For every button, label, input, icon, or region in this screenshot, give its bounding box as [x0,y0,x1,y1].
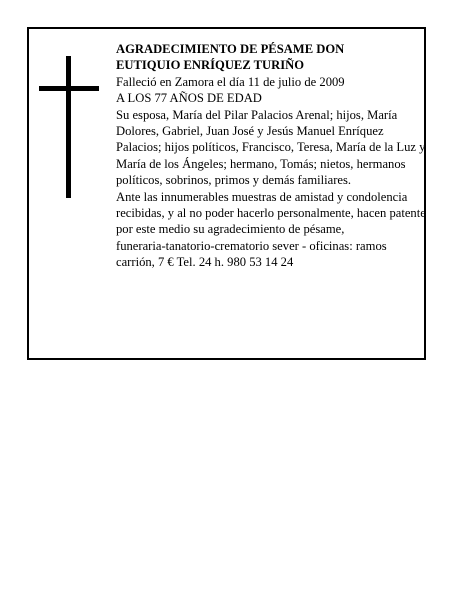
age-line: A LOS 77 AÑOS DE EDAD [116,91,262,106]
cross-horizontal-bar [39,86,99,91]
notice-title-line1: AGRADECIMIENTO DE PÉSAME DON [116,42,345,56]
family-paragraph: Su esposa, María del Pilar Palacios Arenal; hijos, María Dolores, Gabriel, Juan José y Jesús Manuel Enríquez Palacios; hijos políticos, Francisco, Teresa, María de la Luz y María de los Ángeles; hermano, Tomás; nietos, hermanos políticos, sobrinos, primos y demás familiares. [116,107,426,188]
notice-title-line2: EUTIQUIO ENRÍQUEZ TURIÑO [116,58,305,73]
notice-text [116,41,426,271]
cross-icon [39,56,99,198]
thanks-paragraph: Ante las innumerables muestras de amistad y condolencia recibidas, y al no poder hacerlo personalmente, hacen patente por este medio su agradecimiento de pésame, [116,189,426,237]
obituary-notice-box [27,27,426,360]
cross-vertical-bar [66,56,71,198]
funeral-home-info: funeraria-tanatorio-crematorio sever - oficinas: ramos carrión, 7 € Tel. 24 h. 980 53 14 24 [116,238,387,270]
death-info: Falleció en Zamora el día 11 de julio de 2009 [116,74,345,89]
